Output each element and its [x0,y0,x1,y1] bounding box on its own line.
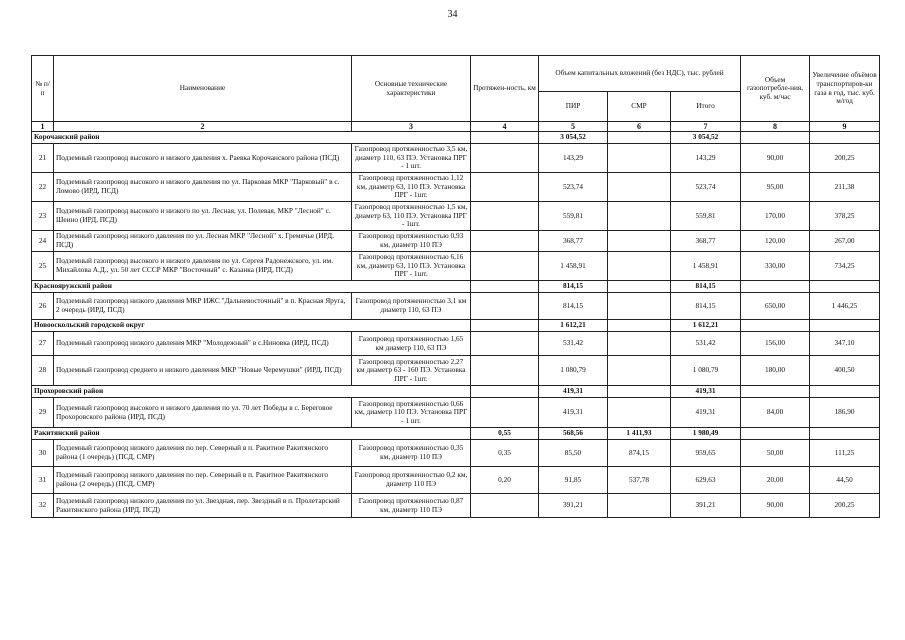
section-length [471,386,539,398]
section-name: Корочанский район [32,132,471,144]
section-gas-empty [741,281,810,293]
row-name: Подземный газопровод низкого давления по пер. Северный в п. Ракитное Ракитянского района (2 очередь) (ПСД, СМР) [54,467,352,494]
row-transport: 378,25 [810,202,880,231]
row-transport: 347,10 [810,332,880,356]
row-length [471,356,539,386]
row-length [471,144,539,173]
row-length [471,202,539,231]
row-total: 1 458,91 [671,252,741,281]
row-tech: Газопровод протяженностью 1,65 км диаметр 110, 63 ПЭ [352,332,471,356]
header-gas-volume: Объем газопотребле-ния, куб. м/час [741,56,810,122]
section-row [32,320,880,332]
row-pir: 814,15 [539,293,608,320]
row-name: Подземный газопровод высокого и низкого по ул. Лесная, ул. Полевая, МКР "Лесной" с. Шеино (ИРД, ПСД) [54,202,352,231]
table-row [32,202,880,231]
section-pir: 814,15 [539,281,608,293]
row-number: 30 [32,440,54,467]
row-tech: Газопровод протяженностью 1,12 км, диаметр 63, 110 ПЭ. Установка ПРГ - 1шт. [352,173,471,202]
row-name: Подземный газопровод низкого давления МКР "Молодежный" в с.Ниновка (ИРД, ПСД) [54,332,352,356]
header-no: № п/п [32,56,54,122]
row-number: 27 [32,332,54,356]
section-smr [608,386,671,398]
section-length [471,132,539,144]
column-number: 4 [471,122,539,132]
row-name: Подземный газопровод высокого и низкого давления х. Раевка Корочанского района (ПСД) [54,144,352,173]
section-pir: 568,56 [539,428,608,440]
row-gas: 650,00 [741,293,810,320]
row-gas: 156,00 [741,332,810,356]
column-number: 7 [671,122,741,132]
section-total: 1 980,49 [671,428,741,440]
row-pir: 143,29 [539,144,608,173]
row-tech: Газопровод протяженностью 2,27 км диаметр 63 - 160 ПЭ. Установка ПРГ - 1шт. [352,356,471,386]
row-length [471,332,539,356]
section-pir: 419,31 [539,386,608,398]
column-number: 2 [54,122,352,132]
row-pir: 559,81 [539,202,608,231]
row-tech: Газопровод протяженностью 3,1 км диаметр 110, 63 ПЭ [352,293,471,320]
row-number: 32 [32,494,54,518]
table-row [32,494,880,518]
row-total: 959,65 [671,440,741,467]
row-tech: Газопровод протяженностью 0,35 км, диаметр 110 ПЭ [352,440,471,467]
row-tech: Газопровод протяженностью 1,5 км, диаметр 63, 110 ПЭ. Установка ПРГ - 1шт. [352,202,471,231]
row-name: Подземный газопровод высокого и низкого давления по ул. 70 лет Победы в с. Береговое Прохоровского района (ИРД, ПСД) [54,398,352,428]
row-transport: 400,50 [810,356,880,386]
section-length: 0,55 [471,428,539,440]
row-smr [608,144,671,173]
table-row [32,173,880,202]
section-smr: 1 411,93 [608,428,671,440]
row-number: 21 [32,144,54,173]
row-pir: 85,50 [539,440,608,467]
row-tech: Газопровод протяженностью 6,16 км, диаметр 63, 110 ПЭ. Установка ПРГ - 1шт. [352,252,471,281]
section-transport-empty [810,428,880,440]
section-row [32,428,880,440]
header-total: Итого [671,92,741,122]
investment-table [31,55,880,518]
table-header [32,56,880,132]
row-transport: 267,00 [810,231,880,252]
row-smr [608,231,671,252]
row-total: 419,31 [671,398,741,428]
row-gas: 90,00 [741,144,810,173]
row-total: 629,63 [671,467,741,494]
section-name: Новооскольский городской округ [32,320,471,332]
row-total: 368,77 [671,231,741,252]
table-row [32,440,880,467]
row-smr [608,173,671,202]
row-number: 22 [32,173,54,202]
row-name: Подземный газопровод высокого и низкого давления по ул. Парковая МКР "Парковый" в с. Ломово (ИРД, ПСД) [54,173,352,202]
row-number: 28 [32,356,54,386]
section-transport-empty [810,386,880,398]
row-length [471,293,539,320]
row-transport: 1 446,25 [810,293,880,320]
section-pir: 1 612,21 [539,320,608,332]
row-gas: 20,00 [741,467,810,494]
section-transport-empty [810,320,880,332]
column-number: 6 [608,122,671,132]
section-name: Ракитянский район [32,428,471,440]
section-gas-empty [741,428,810,440]
row-total: 523,74 [671,173,741,202]
row-pir: 1 080,79 [539,356,608,386]
row-gas: 50,00 [741,440,810,467]
row-gas: 90,00 [741,494,810,518]
row-smr [608,252,671,281]
row-pir: 419,31 [539,398,608,428]
section-transport-empty [810,281,880,293]
row-name: Подземный газопровод низкого давления по ул. Звездная, пер. Звездный в п. Пролетарский Ракитянского района (ИРД, ПСД) [54,494,352,518]
row-pir: 391,21 [539,494,608,518]
row-pir: 531,42 [539,332,608,356]
row-gas: 120,00 [741,231,810,252]
row-name: Подземный газопровод низкого давления МКР ИЖС "Дальневосточный" в п. Красная Яруга, 2 очередь (ИРД, ПСД) [54,293,352,320]
row-total: 559,81 [671,202,741,231]
row-gas: 170,00 [741,202,810,231]
row-pir: 523,74 [539,173,608,202]
column-number: 9 [810,122,880,132]
section-gas-empty [741,320,810,332]
row-smr: 537,78 [608,467,671,494]
row-transport: 734,25 [810,252,880,281]
header-name: Наименование [54,56,352,122]
row-length: 0,20 [471,467,539,494]
row-tech: Газопровод протяженностью 0,93 км, диаметр 110 ПЭ [352,231,471,252]
row-transport: 200,25 [810,494,880,518]
row-pir: 368,77 [539,231,608,252]
row-smr [608,494,671,518]
row-name: Подземный газопровод низкого давления по пер. Северный в п. Ракитное Ракитянского района (1 очередь) (ПСД, СМР) [54,440,352,467]
section-length [471,281,539,293]
section-transport-empty [810,132,880,144]
header-capital-group: Объем капитальных вложений (без НДС), тыс. рублей [539,56,741,92]
section-total: 1 612,21 [671,320,741,332]
section-smr [608,320,671,332]
row-smr [608,398,671,428]
row-total: 531,42 [671,332,741,356]
row-smr [608,332,671,356]
row-number: 25 [32,252,54,281]
row-total: 391,21 [671,494,741,518]
row-length [471,494,539,518]
table-row [32,144,880,173]
row-name: Подземный газопровод среднего и низкого давления МКР "Новые Черемушки" (ИРД, ПСД) [54,356,352,386]
row-transport: 186,90 [810,398,880,428]
section-name: Краснояружский район [32,281,471,293]
header-tech: Основные технические характеристики [352,56,471,122]
row-length [471,398,539,428]
section-row [32,281,880,293]
row-gas: 180,00 [741,356,810,386]
row-gas: 330,00 [741,252,810,281]
column-number: 5 [539,122,608,132]
header-smr: СМР [608,92,671,122]
section-smr [608,281,671,293]
row-name: Подземный газопровод низкого давления по ул. Лесная МКР "Лесной" х. Гремячье (ИРД, ПСД) [54,231,352,252]
row-tech: Газопровод протяженностью 0,2 км, диаметр 110 ПЭ [352,467,471,494]
row-smr [608,202,671,231]
row-transport: 44,50 [810,467,880,494]
row-total: 1 080,79 [671,356,741,386]
row-tech: Газопровод протяженностью 0,66 км, диаметр 110 ПЭ. Установка ПРГ - 1 шт. [352,398,471,428]
page-number: 34 [447,9,458,20]
section-gas-empty [741,132,810,144]
row-smr [608,293,671,320]
row-gas: 95,00 [741,173,810,202]
row-total: 143,29 [671,144,741,173]
section-gas-empty [741,386,810,398]
row-number: 29 [32,398,54,428]
row-total: 814,15 [671,293,741,320]
section-total: 814,15 [671,281,741,293]
table-row [32,231,880,252]
row-number: 26 [32,293,54,320]
row-gas: 84,00 [741,398,810,428]
section-length [471,320,539,332]
row-transport: 200,25 [810,144,880,173]
section-name: Прохоровский район [32,386,471,398]
row-smr: 874,15 [608,440,671,467]
row-length [471,231,539,252]
row-number: 23 [32,202,54,231]
table-row [32,252,880,281]
section-total: 3 054,52 [671,132,741,144]
column-number: 8 [741,122,810,132]
table-row [32,398,880,428]
table-row [32,332,880,356]
row-name: Подземный газопровод высокого и низкого давления по ул. Сергея Радонежского, ул. им. Михайлова А.Д., ул. 50 лет СССР МКР "Восточный" с. Казанка (ИРД, ПСД) [54,252,352,281]
row-length: 0,35 [471,440,539,467]
table-row [32,293,880,320]
row-tech: Газопровод протяженностью 0,87 км, диаметр 110 ПЭ [352,494,471,518]
row-transport: 211,38 [810,173,880,202]
column-number-row [32,122,880,132]
section-row [32,132,880,144]
row-length [471,173,539,202]
section-total: 419,31 [671,386,741,398]
table-body [32,132,880,518]
row-pir: 91,85 [539,467,608,494]
section-smr [608,132,671,144]
section-pir: 3 054,52 [539,132,608,144]
row-number: 31 [32,467,54,494]
header-pir: ПИР [539,92,608,122]
header-length: Протяжен-ность, км [471,56,539,122]
row-tech: Газопровод протяженностью 3,5 км, диаметр 110, 63 ПЭ. Установка ПРГ - 1 шт. [352,144,471,173]
row-length [471,252,539,281]
header-transport-increase: Увеличение объёмов транспортиров-ки газа в год, тыс. куб. м/год [810,56,880,122]
row-smr [608,356,671,386]
table-row [32,467,880,494]
row-pir: 1 458,91 [539,252,608,281]
section-row [32,386,880,398]
table-row [32,356,880,386]
column-number: 3 [352,122,471,132]
row-number: 24 [32,231,54,252]
column-number: 1 [32,122,54,132]
row-transport: 111,25 [810,440,880,467]
